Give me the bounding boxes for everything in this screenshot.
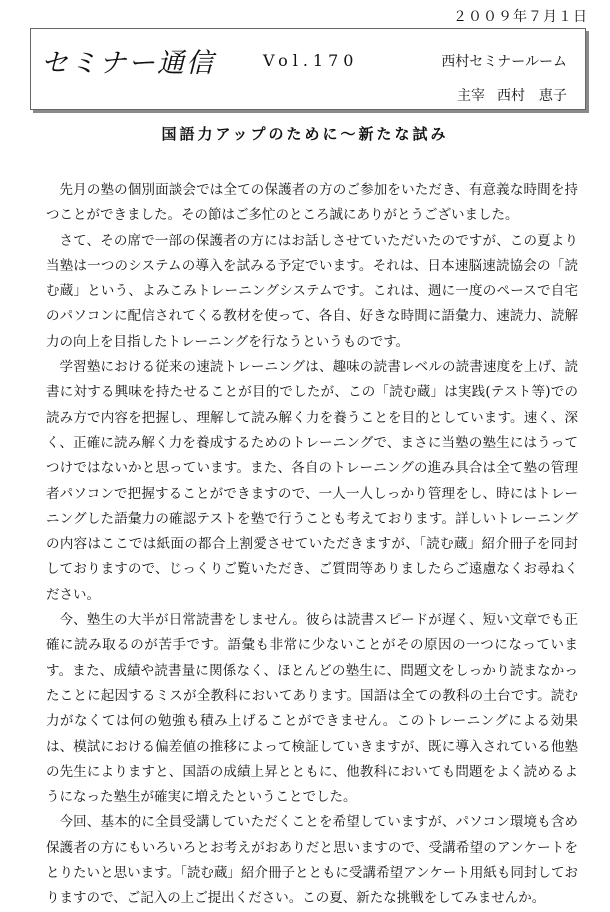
article-headline: 国語力アップのために～新たな試み <box>161 125 449 143</box>
paragraph: 今、塾生の大半が日常読書をしません。彼らは読書スピードが遅く、短い文章でも正確に読み取るのが苦手です。語彙も非常に少ないことがその原因の一つになっています。また、成績や読書量に関係なく、ほとんどの塾生に、問題文をしっかり読まなかったことに起因するミスが全教科においてあります。国語は全ての教科の土台です。読む力がなくては何の勉強も積み上げることができません。このトレーニングによる効果は、模試における偏差値の推移によって検証していきますが、既に導入されている他塾の先生によりますと、国語の成績上昇とともに、他教科においても問題をよく読めるようになった塾生が確実に増えたということでした。 <box>46 612 578 806</box>
article-body <box>46 178 578 912</box>
newsletter-title: セミナー通信 <box>41 48 215 79</box>
paragraph: さて、その席で一部の保護者の方にはお話しさせていただいたのですが、この夏より当塾は一つのシステムの導入を試みる予定でいます。それは、日本速脳速読協会の「読む蔵」という、よみこみトレーニングシステムです。これは、週に一度のペースで自宅のパソコンに配信されてくる教材を使って、各自、好きな時間に語彙力、速読力、読解力の向上を目指したトレーニングを行なうというものです。 <box>46 232 578 350</box>
newsletter-header <box>30 28 586 110</box>
volume-number: Vol.170 <box>263 51 359 70</box>
paragraph: 先月の塾の個別面談会では全ての保護者の方のご参加をいただき、有意義な時間を持つことができました。その節はご多忙のところ誠にありがとうございました。 <box>46 182 578 224</box>
author-name: 西村 恵子 <box>497 88 567 104</box>
paragraph: 今回、基本的に全員受講していただくことを希望していますが、パソコン環境も含め保護者の方にもいろいろとお考えがおありだと思いますので、受講希望のアンケートをとりたいと思います。「読む蔵」紹介冊子とともに受講希望アンケート用紙も同封しておりますので、ご記入の上ご提出ください。この夏、新たな挑戦をしてみませんか。 <box>46 814 578 907</box>
organization-name: 西村セミナールーム <box>441 54 567 70</box>
issue-date: ２００９年７月１日 <box>453 9 588 25</box>
paragraph: 学習塾における従来の速読トレーニングは、趣味の読書レベルの読書速度を上げ、読書に対する興味を持たせることが目的でしたが、この「読む蔵」は実践(テスト等)での読み方で内容を把握し、理解して読み解く力を養うことを目的としています。速く、深く、正確に読み解く力を養成するためのトレーニングで、まさに当塾の塾生にはうってつけではないかと思っています。また、各自のトレーニングの進み具合は全て塾の管理者パソコンで把握することができますので、一人一人しっかり管理をし、時にはトレーニングした語彙力の確認テストを塾で行うことも考えております。詳しいトレーニングの内容はここでは紙面の都合上割愛させていただきますが、「読む蔵」紹介冊子を同封しておりますので、じっくりご覧いただき、ご質問等ありましたらご遠慮なくお尋ねください。 <box>46 359 578 603</box>
author-role: 主宰 <box>457 88 485 104</box>
author-line <box>445 85 567 105</box>
